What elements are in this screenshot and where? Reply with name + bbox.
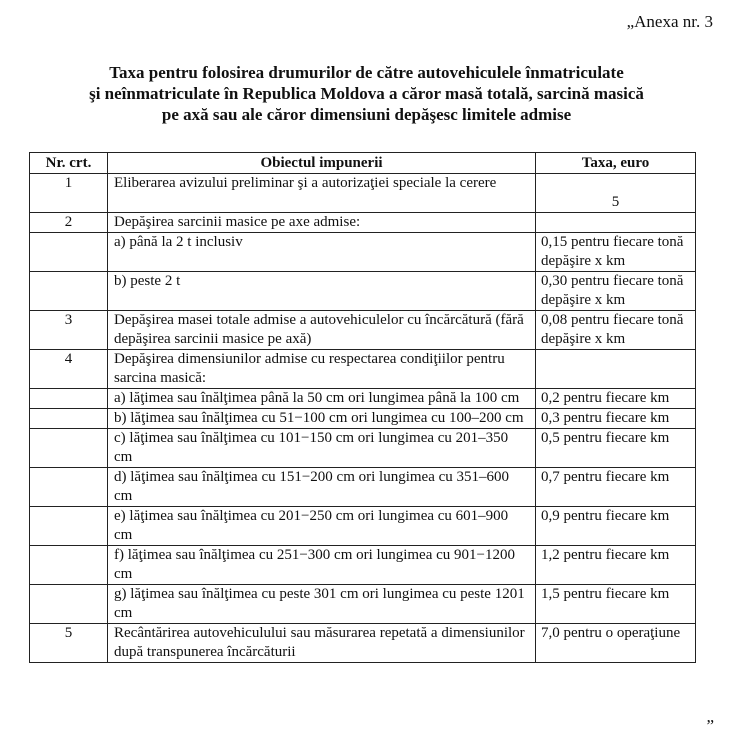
tax-table <box>29 152 696 663</box>
row-tax: 0,3 pentru fiecare km <box>536 409 696 429</box>
table-row <box>30 624 696 663</box>
row-object: g) lăţimea sau înălţimea cu peste 301 cm ori lungimea cu peste 1201 cm <box>108 585 536 624</box>
table-row <box>30 213 696 233</box>
row-tax: 0,2 pentru fiecare km <box>536 389 696 409</box>
closing-quote: ” <box>706 716 714 735</box>
table-row <box>30 429 696 468</box>
row-object: a) până la 2 t inclusiv <box>108 233 536 272</box>
row-object: Recântărirea autovehiculului sau măsurarea repetată a dimensiunilor după transpunerea încărcăturii <box>108 624 536 663</box>
table-row <box>30 174 696 213</box>
row-tax: 1,2 pentru fiecare km <box>536 546 696 585</box>
row-nr <box>30 585 108 624</box>
row-nr <box>30 389 108 409</box>
row-object: b) lăţimea sau înălţimea cu 51−100 cm ori lungimea cu 100–200 cm <box>108 409 536 429</box>
row-tax: 0,08 pentru fiecare tonă depăşire x km <box>536 311 696 350</box>
table-row <box>30 409 696 429</box>
row-tax: 1,5 pentru fiecare km <box>536 585 696 624</box>
row-nr <box>30 409 108 429</box>
row-object: Depăşirea masei totale admise a autovehiculelor cu încărcătură (fără depăşirea sarcinii masice pe axă) <box>108 311 536 350</box>
title-line: Taxa pentru folosirea drumurilor de către autovehiculele înmatriculate <box>109 63 624 82</box>
row-tax: 0,30 pentru fiecare tonă depăşire x km <box>536 272 696 311</box>
row-object: d) lăţimea sau înălţimea cu 151−200 cm ori lungimea cu 351–600 cm <box>108 468 536 507</box>
annex-label: „Anexa nr. 3 <box>626 12 713 31</box>
table-header-row <box>30 153 696 174</box>
row-tax: 7,0 pentru o operaţiune <box>536 624 696 663</box>
row-tax: 0,15 pentru fiecare tonă depăşire x km <box>536 233 696 272</box>
row-nr <box>30 272 108 311</box>
row-nr: 3 <box>30 311 108 350</box>
row-nr <box>30 546 108 585</box>
table-row <box>30 507 696 546</box>
table-row <box>30 389 696 409</box>
row-object: f) lăţimea sau înălţimea cu 251−300 cm ori lungimea cu 901−1200 cm <box>108 546 536 585</box>
table-row <box>30 468 696 507</box>
header-nr: Nr. crt. <box>30 153 108 174</box>
row-tax <box>536 213 696 233</box>
row-nr: 2 <box>30 213 108 233</box>
row-nr: 1 <box>30 174 108 213</box>
row-object: Depăşirea sarcinii masice pe axe admise: <box>108 213 536 233</box>
table-row <box>30 350 696 389</box>
title-line: şi neînmatriculate în Republica Moldova a căror masă totală, sarcină masică <box>89 84 644 103</box>
row-nr <box>30 233 108 272</box>
row-object: a) lăţimea sau înălţimea până la 50 cm ori lungimea până la 100 cm <box>108 389 536 409</box>
table-row <box>30 546 696 585</box>
document-title <box>0 62 733 125</box>
title-line: pe axă sau ale căror dimensiuni depăşesc limitele admise <box>161 105 572 124</box>
header-object: Obiectul impunerii <box>108 153 536 174</box>
row-object: b) peste 2 t <box>108 272 536 311</box>
row-nr <box>30 507 108 546</box>
row-tax: 0,5 pentru fiecare km <box>536 429 696 468</box>
row-object: Depăşirea dimensiunilor admise cu respectarea condiţiilor pentru sarcina masică: <box>108 350 536 389</box>
row-nr <box>30 468 108 507</box>
row-tax: 5 <box>536 174 696 213</box>
table-row <box>30 272 696 311</box>
table-row <box>30 311 696 350</box>
row-tax: 0,7 pentru fiecare km <box>536 468 696 507</box>
table-row <box>30 233 696 272</box>
row-nr: 5 <box>30 624 108 663</box>
row-tax <box>536 350 696 389</box>
table-row <box>30 585 696 624</box>
row-tax: 0,9 pentru fiecare km <box>536 507 696 546</box>
row-nr: 4 <box>30 350 108 389</box>
row-object: e) lăţimea sau înălţimea cu 201−250 cm ori lungimea cu 601–900 cm <box>108 507 536 546</box>
header-tax: Taxa, euro <box>536 153 696 174</box>
row-object: Eliberarea avizului preliminar şi a autorizaţiei speciale la cerere <box>108 174 536 213</box>
row-nr <box>30 429 108 468</box>
row-object: c) lăţimea sau înălţimea cu 101−150 cm ori lungimea cu 201–350 cm <box>108 429 536 468</box>
